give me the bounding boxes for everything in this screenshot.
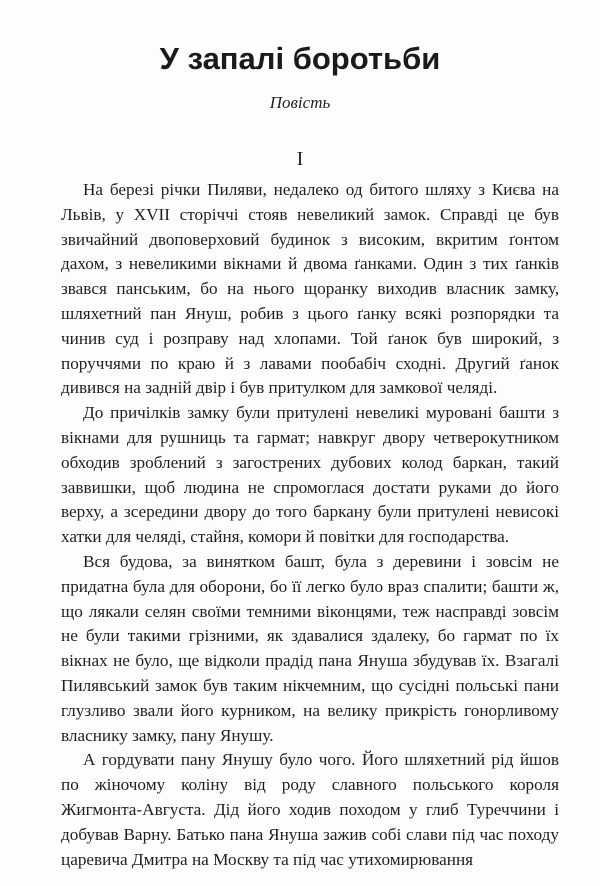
body-text — [61, 178, 559, 872]
page-title: У запалі боротьби — [159, 41, 441, 76]
page-subtitle: Повість — [269, 93, 331, 112]
paragraph: На березі річки Пиляви, недалеко од битого шляху з Києва на Львів, у XVII сторіччі стояв невеликий замок. Справді це був звичайний двоповерховий будинок з високим, вкритим ґонтом дахом, з невеликими вікнами й двома ґанками. Один з тих ґанків звався панським, бо на нього щоранку виходив власник замку, шляхетний пан Януш, робив з цього ґанку всякі розпорядки та чинив суд і розправу над хлопами. Той ґанок був широкий, з поруччями по краю й з лавами пообабіч сходні. Другий ґанок дивився на задній двір і був притулком для замкової челяді. — [61, 180, 559, 398]
paragraph: До причілків замку були притулені невеликі муровані башти з вікнами для рушниць та гармат; навкруг двору четверокутником обходив зроблений з загострених дубових колод баркан, такий заввишки, щоб людина не спромоглася достати руками до його верху, а зсередини двору до того баркану були притулені невисокі хатки для челяді, стайня, комори й повітки для господарства. — [61, 403, 559, 547]
paragraph: Вся будова, за винятком башт, була з деревини і зовсім не придатна була для оборони, бо її легко було враз спалити; башти ж, що лякали селян своїми темними віконцями, теж насправді зовсім не були такими грізними, як здавалися здалеку, бо гармат по їх вікнах не було, ще відколи прадід пана Януша збудував їх. Взагалі Пилявський замок був таким нікчемним, що сусідні польські пани глузливо звали його курником, на велику прикрість гонорливому власнику замку, пану Янушу. — [61, 551, 559, 745]
paragraph: А гордувати пану Янушу було чого. Його шляхетний рід йшов по жіночому коліну від роду славного польського короля Жигмонта-Августа. Дід його ходив походом у глиб Туреччини і добував Варну. Батько пана Януша зажив собі слави під час походу царевича Дмитра на Москву та під час утихомирювання — [61, 750, 559, 869]
chapter-number: І — [296, 148, 304, 170]
